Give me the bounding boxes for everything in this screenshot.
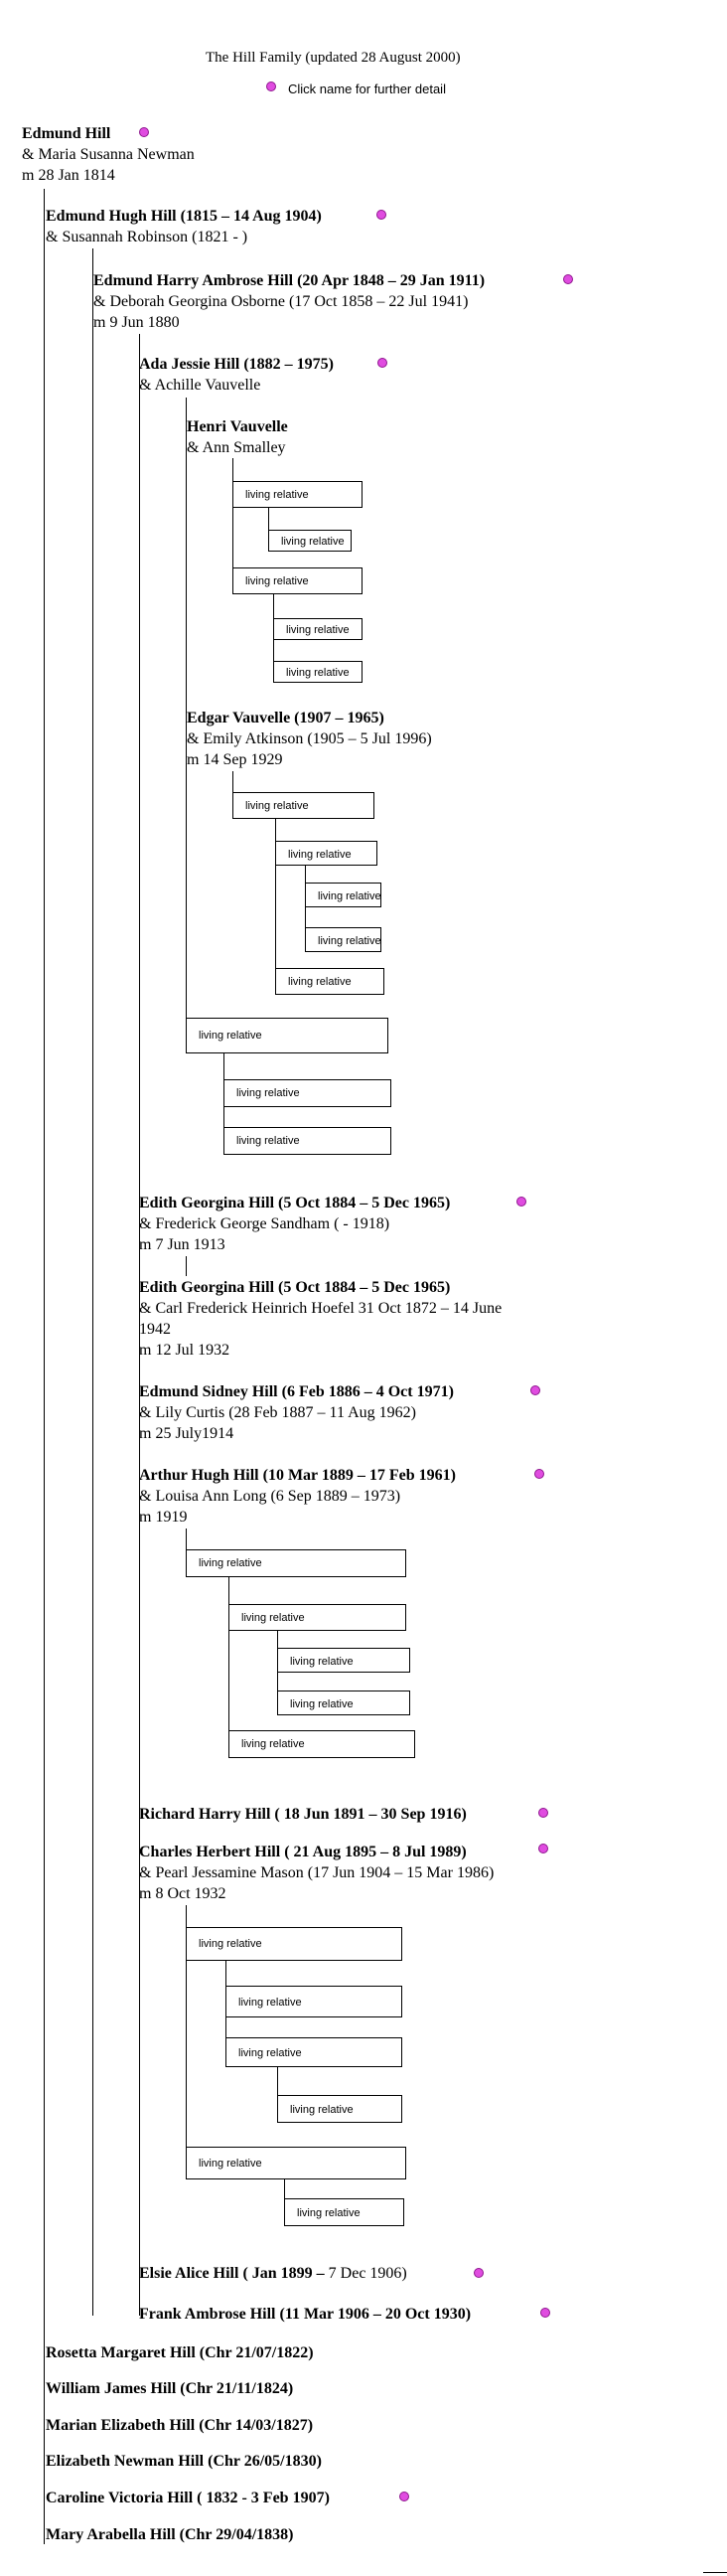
- tree-line: [92, 248, 93, 2316]
- detail-dot-icon[interactable]: [376, 210, 386, 220]
- living-relative-box[interactable]: living relative: [273, 661, 363, 683]
- person-mary-arabella-hill[interactable]: Mary Arabella Hill (Chr 29/04/1838): [46, 2526, 294, 2543]
- tree-line: [284, 2179, 285, 2199]
- living-relative-box[interactable]: living relative: [223, 1079, 391, 1107]
- living-relative-box[interactable]: living relative: [232, 481, 363, 508]
- person-elizabeth-newman-hill[interactable]: Elizabeth Newman Hill (Chr 26/05/1830): [46, 2453, 322, 2470]
- person-death-date: 7 Dec 1906): [328, 2265, 407, 2282]
- marriage-text: m 8 Oct 1932: [139, 1885, 226, 1902]
- tree-line: [186, 1256, 187, 1276]
- person-frank-ambrose-hill[interactable]: Frank Ambrose Hill (11 Mar 1906 – 20 Oct 1930): [139, 2306, 472, 2323]
- page-title: The Hill Family (updated 28 August 2000): [206, 50, 461, 66]
- marriage-text: m 25 July1914: [139, 1425, 234, 1442]
- living-relative-box[interactable]: living relative: [186, 1549, 406, 1577]
- detail-dot-icon[interactable]: [534, 1469, 544, 1479]
- tree-line: [232, 458, 233, 581]
- person-elsie-alice-hill[interactable]: [139, 2263, 407, 2284]
- tree-line: [228, 1577, 229, 1744]
- spouse-text: & Ann Smalley: [187, 439, 286, 456]
- spouse-text: & Pearl Jessamine Mason (17 Jun 1904 – 15 Mar 1986): [139, 1864, 495, 1881]
- spouse-text: & Emily Atkinson (1905 – 5 Jul 1996): [187, 730, 432, 747]
- living-relative-box[interactable]: living relative: [186, 2147, 406, 2179]
- detail-dot-icon[interactable]: [538, 1808, 548, 1818]
- marriage-text: m 7 Jun 1913: [139, 1236, 225, 1253]
- person-edith-georgina-hill[interactable]: Edith Georgina Hill (5 Oct 1884 – 5 Dec 1965): [139, 1195, 451, 1211]
- living-relative-box[interactable]: living relative: [284, 2198, 404, 2226]
- spouse-text: & Frederick George Sandham ( - 1918): [139, 1215, 390, 1232]
- living-relative-box[interactable]: living relative: [277, 1648, 410, 1673]
- marker-dot-icon: [266, 81, 276, 91]
- click-hint: Click name for further detail: [288, 81, 446, 96]
- living-relative-box[interactable]: living relative: [305, 883, 381, 907]
- person-edmund-sidney-hill[interactable]: Edmund Sidney Hill (6 Feb 1886 – 4 Oct 1971): [139, 1383, 454, 1400]
- detail-dot-icon[interactable]: [399, 2492, 409, 2501]
- spouse-text: & Susannah Robinson (1821 - ): [46, 229, 248, 245]
- person-marian-elizabeth-hill[interactable]: Marian Elizabeth Hill (Chr 14/03/1827): [46, 2417, 314, 2434]
- detail-dot-icon[interactable]: [377, 358, 387, 368]
- living-relative-box[interactable]: living relative: [223, 1127, 391, 1155]
- person-name[interactable]: Elsie Alice Hill ( Jan 1899 –: [139, 2265, 329, 2282]
- detail-dot-icon[interactable]: [540, 2308, 550, 2318]
- spouse-text: & Carl Frederick Heinrich Hoefel 31 Oct 1872 – 14 June 1942: [139, 1300, 503, 1338]
- spouse-text: & Maria Susanna Newman: [22, 146, 195, 163]
- tree-line: [232, 771, 233, 793]
- spouse-text: & Lily Curtis (28 Feb 1887 – 11 Aug 1962): [139, 1404, 416, 1421]
- living-relative-box[interactable]: living relative: [228, 1730, 415, 1758]
- living-relative-box[interactable]: living relative: [186, 1018, 388, 1053]
- detail-dot-icon[interactable]: [139, 127, 149, 137]
- detail-dot-icon[interactable]: [530, 1385, 540, 1395]
- person-richard-harry-hill[interactable]: Richard Harry Hill ( 18 Jun 1891 – 30 Sep 1916): [139, 1806, 467, 1823]
- living-relative-box[interactable]: living relative: [232, 792, 374, 819]
- living-relative-box[interactable]: living relative: [277, 1690, 410, 1715]
- living-relative-box[interactable]: living relative: [232, 567, 363, 594]
- spouse-text: & Achille Vauvelle: [139, 377, 261, 394]
- living-relative-box[interactable]: living relative: [228, 1604, 406, 1631]
- detail-dot-icon[interactable]: [538, 1844, 548, 1853]
- living-relative-box[interactable]: living relative: [225, 1986, 402, 2017]
- living-relative-box[interactable]: living relative: [277, 2095, 402, 2123]
- person-arthur-hugh-hill[interactable]: Arthur Hugh Hill (10 Mar 1889 – 17 Feb 1961): [139, 1467, 456, 1484]
- person-william-james-hill[interactable]: William James Hill (Chr 21/11/1824): [46, 2380, 294, 2397]
- living-relative-box[interactable]: living relative: [186, 1927, 402, 1961]
- person-edmund-harry-ambrose-hill[interactable]: Edmund Harry Ambrose Hill (20 Apr 1848 – 29 Jan 1911): [93, 272, 486, 289]
- living-relative-box[interactable]: living relative: [268, 530, 352, 552]
- divider: [703, 2572, 727, 2573]
- marriage-text: m 14 Sep 1929: [187, 751, 283, 768]
- living-relative-box[interactable]: living relative: [273, 618, 363, 640]
- marriage-text: m 12 Jul 1932: [139, 1342, 230, 1359]
- detail-dot-icon[interactable]: [516, 1197, 526, 1207]
- tree-line: [186, 1529, 187, 1550]
- living-relative-box[interactable]: living relative: [305, 927, 381, 952]
- living-relative-box[interactable]: living relative: [275, 968, 384, 995]
- marriage-text: m 9 Jun 1880: [93, 314, 180, 331]
- marriage-text: m 28 Jan 1814: [22, 167, 115, 184]
- detail-dot-icon[interactable]: [563, 274, 573, 284]
- tree-line: [44, 189, 45, 2544]
- person-edmund-hugh-hill[interactable]: Edmund Hugh Hill (1815 – 14 Aug 1904): [46, 208, 322, 225]
- person-charles-herbert-hill[interactable]: Charles Herbert Hill ( 21 Aug 1895 – 8 Jul 1989): [139, 1844, 467, 1860]
- living-relative-box[interactable]: living relative: [225, 2037, 402, 2067]
- person-henri-vauvelle[interactable]: Henri Vauvelle: [187, 418, 288, 435]
- person-rosetta-margaret-hill[interactable]: Rosetta Margaret Hill (Chr 21/07/1822): [46, 2344, 314, 2361]
- detail-dot-icon[interactable]: [474, 2268, 484, 2278]
- living-relative-box[interactable]: living relative: [275, 841, 377, 866]
- person-edmund-hill[interactable]: Edmund Hill: [22, 125, 111, 142]
- spouse-text: & Deborah Georgina Osborne (17 Oct 1858 – 22 Jul 1941): [93, 293, 469, 310]
- person-ada-jessie-hill[interactable]: Ada Jessie Hill (1882 – 1975): [139, 356, 334, 373]
- person-edgar-vauvelle[interactable]: Edgar Vauvelle (1907 – 1965): [187, 710, 384, 726]
- marriage-text: m 1919: [139, 1509, 188, 1526]
- spouse-text: & Louisa Ann Long (6 Sep 1889 – 1973): [139, 1488, 401, 1505]
- person-caroline-victoria-hill[interactable]: Caroline Victoria Hill ( 1832 - 3 Feb 1907): [46, 2490, 330, 2506]
- person-edith-georgina-hill-second-marriage[interactable]: Edith Georgina Hill (5 Oct 1884 – 5 Dec 1965): [139, 1279, 451, 1296]
